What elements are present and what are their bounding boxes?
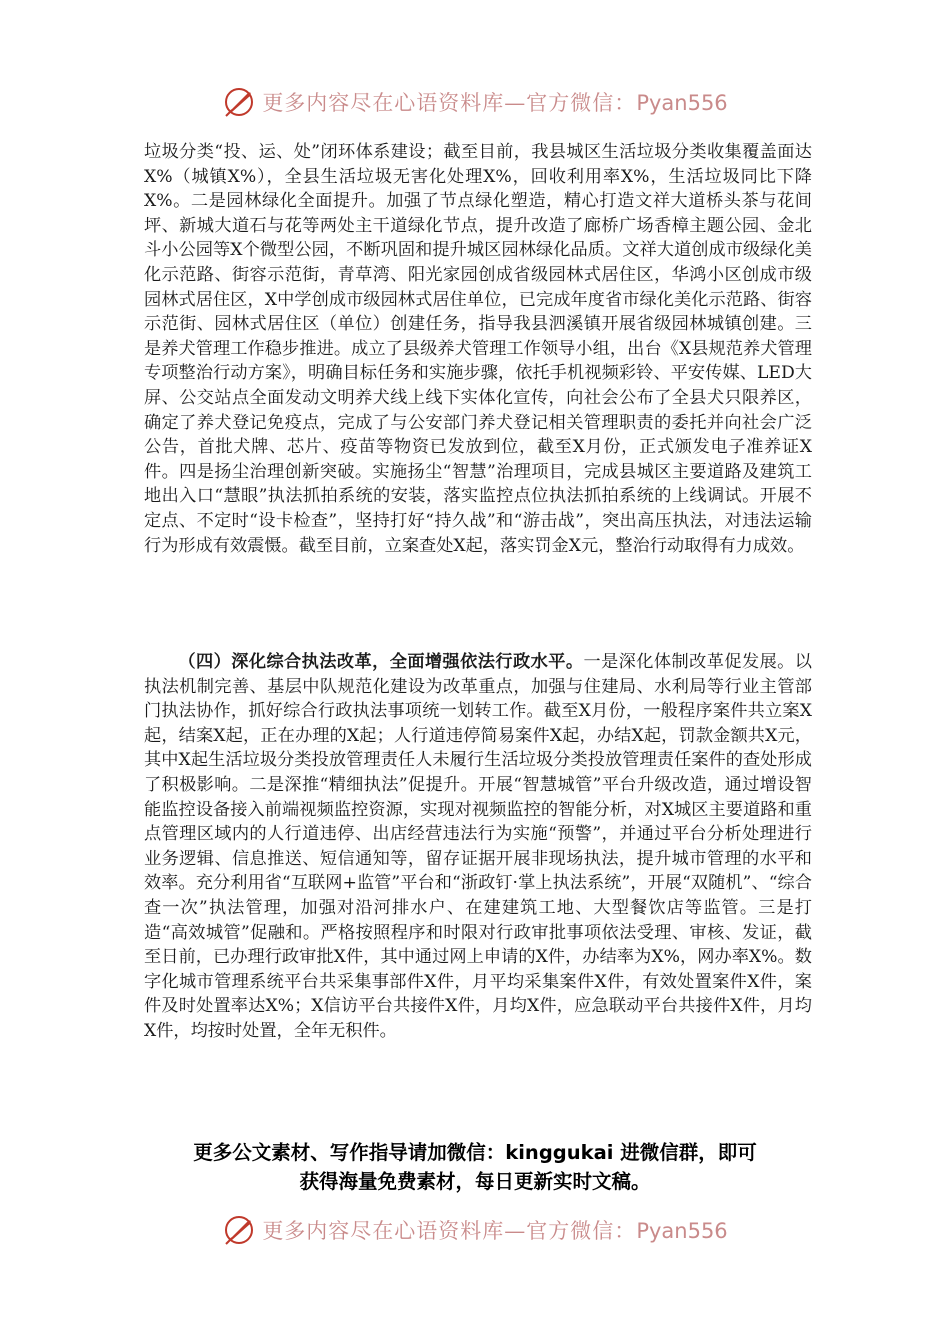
footer-watermark bbox=[0, 1210, 950, 1250]
promo-line-2: 获得海量免费素材，每日更新实时文稿。 bbox=[299, 1170, 651, 1193]
header-watermark bbox=[0, 82, 950, 122]
quill-pen-circle-icon bbox=[222, 1213, 256, 1247]
section-heading: （四）深化综合执法改革，全面增强依法行政水平。 bbox=[178, 652, 584, 672]
promo-notice bbox=[120, 1138, 830, 1196]
promo-line-1: 更多公文素材、写作指导请加微信：kinggukai 进微信群，即可 bbox=[193, 1141, 757, 1164]
quill-pen-circle-icon bbox=[222, 85, 256, 119]
body-paragraph-2 bbox=[144, 650, 812, 1044]
watermark-text: 更多内容尽在心语资料库—官方微信：Pyan556 bbox=[262, 91, 728, 115]
body-paragraph-1: 垃圾分类“投、运、处”闭环体系建设；截至目前，我县城区生活垃圾分类收集覆盖面达X%（城镇X%），全县生活垃圾无害化处理X%，回收利用率X%，生活垃圾同比下降X%。二是园林绿化全面提升。加强了节点绿化塑造，精心打造文祥大道桥头茶与花间坪、新城大道石与花等两处主干道绿化节点，提升改造了廊桥广场香樟主题公园、金北斗小公园等X个微型公园，不断巩固和提升城区园林绿化品质。文祥大道创成市级绿化美化示范路、街容示范街，青草湾、阳光家园创成省级园林式居住区，华鸿小区创成市级园林式居住区，X中学创成市级园林式居住单位，已完成年度省市绿化美化示范路、街容示范街、园林式居住区（单位）创建任务，指导我县泗溪镇开展省级园林城镇创建。三是养犬管理工作稳步推进。成立了县级养犬管理工作领导小组，出台《X县规范养犬管理专项整治行动方案》，明确目标任务和实施步骤，依托手机视频彩铃、平安传媒、LED大屏、公交站点全面发动文明养犬线上线下实体化宣传，向社会公布了全县犬只限养区，确定了养犬登记免疫点，完成了与公安部门养犬登记相关管理职责的委托并向社会广泛公告，首批犬牌、芯片、疫苗等物资已发放到位，截至X月份，正式颁发电子准养证X件。四是扬尘治理创新突破。实施扬尘“智慧”治理项目，完成县城区主要道路及建筑工地出入口“慧眼”执法抓拍系统的安装，落实监控点位执法抓拍系统的上线调试。开展不定点、不定时“设卡检查”，坚持打好“持久战”和“游击战”，突出高压执法，对违法运输行为形成有效震慑。截至目前，立案查处X起，落实罚金X元，整治行动取得有力成效。 bbox=[144, 142, 812, 556]
watermark-wechat-id: Pyan556 bbox=[636, 91, 728, 115]
watermark-wechat-id: Pyan556 bbox=[636, 1219, 728, 1243]
watermark-text: 更多内容尽在心语资料库—官方微信：Pyan556 bbox=[262, 1219, 728, 1243]
section-body: 一是深化体制改革促发展。以执法机制完善、基层中队规范化建设为改革重点，加强与住建局、水利局等行业主管部门执法协作，抓好综合行政执法事项统一划转工作。截至X月份，一般程序案件共立案X起，结案X起，正在办理的X起；人行道违停简易案件X起，办结X起，罚款金额共X元，其中X起生活垃圾分类投放管理责任人未履行生活垃圾分类投放管理责任案件的查处形成了积极影响。二是深推“精细执法”促提升。开展“智慧城管”平台升级改造，通过增设智能监控设备接入前端视频监控资源，实现对视频监控的智能分析，对X城区主要道路和重点管理区域内的人行道违停、出店经营违法行为实施“预警”，并通过平台分析处理进行业务逻辑、信息推送、短信通知等，留存证据开展非现场执法，提升城市管理的水平和效率。充分利用省“互联网+监管”平台和“浙政钉·掌上执法系统”，开展“双随机”、“综合查一次”执法管理，加强对沿河排水户、在建建筑工地、大型餐饮店等监管。三是打造“高效城管”促融和。严格按照程序和时限对行政审批事项依法受理、审核、发证，截至日前，已办理行政审批X件，其中通过网上申请的X件，办结率为X%，网办率X%。数字化城市管理系统平台共采集事部件X件，月平均采集案件X件，有效处置案件X件，案件及时处置率达X%；X信访平台共接件X件，月均X件，应急联动平台共接件X件，月均X件，均按时处置，全年无积件。 bbox=[144, 652, 812, 1041]
